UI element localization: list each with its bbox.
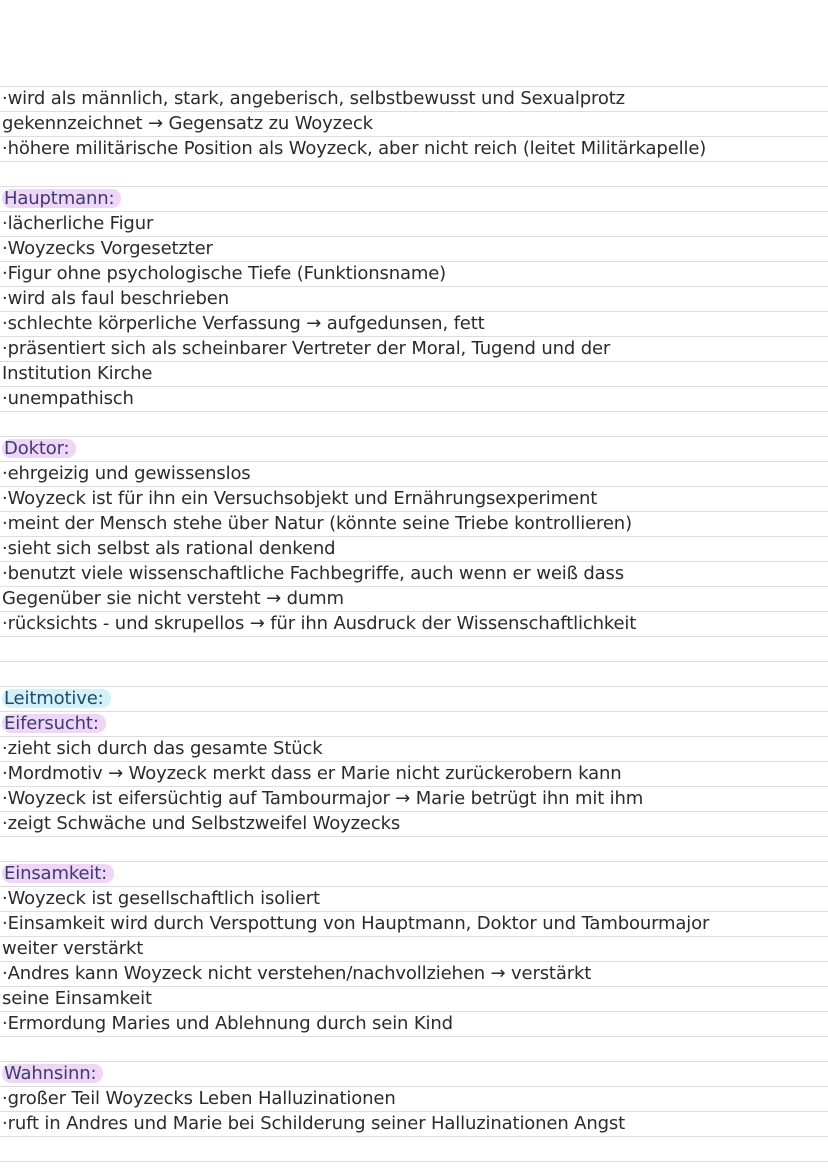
section-heading-row <box>2 436 826 461</box>
note-line: ·Andres kann Woyzeck nicht verstehen/nachvollziehen → verstärkt <box>2 963 592 984</box>
note-line: ·lächerliche Figur <box>2 213 154 234</box>
section-title-leitmotive: Leitmotive: <box>2 689 111 708</box>
line-gap <box>2 411 826 436</box>
note-line: ·ehrgeizig und gewissenslos <box>2 463 251 484</box>
section-heading-row <box>2 861 826 886</box>
section-heading-row <box>2 1061 826 1086</box>
note-line: ·Einsamkeit wird durch Verspottung von Hauptmann, Doktor und Tambourmajor <box>2 913 710 934</box>
note-line: ·benutzt viele wissenschaftliche Fachbegriffe, auch wenn er weiß dass <box>2 563 624 584</box>
note-line: ·rücksichts - und skrupellos → für ihn Ausdruck der Wissenschaftlichkeit <box>2 613 637 634</box>
line-gap <box>2 1036 826 1061</box>
note-line: ·Ermordung Maries und Ablehnung durch sein Kind <box>2 1013 453 1034</box>
line-gap <box>2 661 826 686</box>
note-line: Institution Kirche <box>2 363 153 384</box>
section-heading-row <box>2 186 826 211</box>
note-line: ·Woyzeck ist eifersüchtig auf Tambourmajor → Marie betrügt ihn mit ihm <box>2 788 644 809</box>
note-line: weiter verstärkt <box>2 938 144 959</box>
note-line: ·Mordmotiv → Woyzeck merkt dass er Marie nicht zurückerobern kann <box>2 763 622 784</box>
notes-content <box>2 86 826 1136</box>
line-gap <box>2 636 826 661</box>
note-line: ·ruft in Andres und Marie bei Schilderung seiner Halluzinationen Angst <box>2 1113 626 1134</box>
line-gap <box>2 836 826 861</box>
section-heading-doktor: Doktor: <box>2 439 76 458</box>
motif-heading-eifersucht: Eifersucht: <box>2 714 106 733</box>
section-heading-row <box>2 711 826 736</box>
note-line: ·großer Teil Woyzecks Leben Halluzinationen <box>2 1088 396 1109</box>
note-line: ·Woyzecks Vorgesetzter <box>2 238 213 259</box>
note-line: ·sieht sich selbst als rational denkend <box>2 538 336 559</box>
note-line: ·Woyzeck ist für ihn ein Versuchsobjekt und Ernährungsexperiment <box>2 488 598 509</box>
note-line: ·unempathisch <box>2 388 134 409</box>
section-title-row <box>2 686 826 711</box>
motif-heading-einsamkeit: Einsamkeit: <box>2 864 114 883</box>
section-heading-hauptmann: Hauptmann: <box>2 189 121 208</box>
note-line: ·Woyzeck ist gesellschaftlich isoliert <box>2 888 320 909</box>
note-line: ·zeigt Schwäche und Selbstzweifel Woyzecks <box>2 813 401 834</box>
note-line: ·wird als männlich, stark, angeberisch, selbstbewusst und Sexualprotz <box>2 88 625 109</box>
note-line: ·höhere militärische Position als Woyzeck, aber nicht reich (leitet Militärkapelle) <box>2 138 707 159</box>
note-line: ·meint der Mensch stehe über Natur (könnte seine Triebe kontrollieren) <box>2 513 632 534</box>
note-line: gekennzeichnet → Gegensatz zu Woyzeck <box>2 113 373 134</box>
note-line: ·zieht sich durch das gesamte Stück <box>2 738 323 759</box>
note-line: ·präsentiert sich als scheinbarer Vertreter der Moral, Tugend und der <box>2 338 611 359</box>
motif-heading-wahnsinn: Wahnsinn: <box>2 1064 103 1083</box>
note-line: ·schlechte körperliche Verfassung → aufgedunsen, fett <box>2 313 485 334</box>
note-line: Gegenüber sie nicht versteht → dumm <box>2 588 344 609</box>
line-gap <box>2 161 826 186</box>
note-line: ·wird als faul beschrieben <box>2 288 229 309</box>
note-line: ·Figur ohne psychologische Tiefe (Funktionsname) <box>2 263 447 284</box>
note-line: seine Einsamkeit <box>2 988 152 1009</box>
